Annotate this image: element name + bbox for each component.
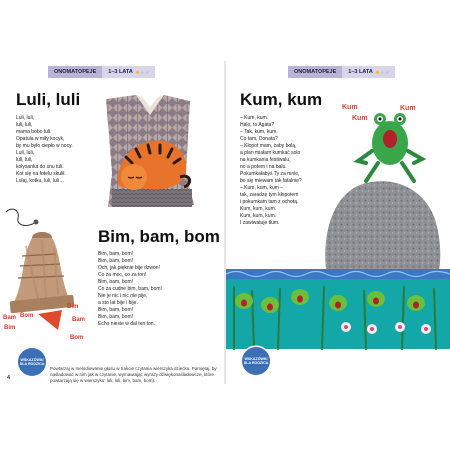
verse-line: a sto lat bije i bije. <box>98 300 138 306</box>
bell-word: Bim <box>67 304 79 310</box>
verse-line: by mu było ciepło w nocy. <box>16 143 73 149</box>
bell-word: Bim <box>4 325 16 331</box>
right-page <box>226 61 450 384</box>
verse-line: luli, luli, <box>16 157 33 163</box>
verse-line: Bim, bam, bom! <box>98 307 134 313</box>
bell-word: Bam <box>72 317 86 323</box>
difficulty-dot <box>146 71 149 74</box>
tiger-sweater-illustration <box>98 93 198 211</box>
verse-line: Pokumkałabyś Ty za mnie, <box>240 171 300 177</box>
verse-line: Och, jak pięknie bije dzwon! <box>98 265 160 271</box>
difficulty-dot <box>141 71 144 74</box>
verse-line: no a potem i na balu. <box>240 164 287 170</box>
verse-line: – Kum, kum. <box>240 115 269 121</box>
page-number: 4 <box>7 375 11 381</box>
frog-icon <box>358 113 422 181</box>
kum-word: Kum <box>400 105 416 112</box>
poem-verse-luli <box>16 115 73 185</box>
verse-line: Halo, to Agata? <box>240 122 275 128</box>
verse-line: Lulaj, kotku, luli, luli… <box>16 178 65 184</box>
verse-line: Kum, kum, kum. <box>240 213 277 219</box>
verse-line: Echo niesie w dal ten ton. <box>98 321 155 327</box>
verse-line: bo się miewam tak fatalnie? <box>240 178 302 184</box>
left-section-tag <box>48 66 155 78</box>
parent-tip-text: Kiedy będzie dziecko w wieku 2–3 lat poproszenie go wymyślić wszystkie wyrażenia jak ich typowe słowa dźwiękonaśladowcze, przeczytaj pierwsze czytanie wierszyka po ich brzmieniu, skoro wymyślone… Pobierze i zabawę naszą bez rozmów z tym, jak wymawiają różne onomatopeje. <box>276 353 428 377</box>
verse-line: tak, zaradzę tym kłopotem <box>240 192 299 198</box>
verse-line: – Kum, kum, kum – <box>240 185 284 191</box>
verse-line: Co za moc, co za ton! <box>98 272 147 278</box>
verse-line: Co za cudne bim, bam, bom! <box>98 286 162 292</box>
verse-line: Bim, bam, bom! <box>98 314 134 320</box>
difficulty-dots <box>136 71 149 74</box>
tag-label: ONOMATOPEJE <box>288 66 342 78</box>
left-page <box>0 61 224 384</box>
tag-age <box>102 66 155 78</box>
verse-line: Bim, bam, bom! <box>98 251 134 257</box>
tag-label: ONOMATOPEJE <box>48 66 102 78</box>
verse-line: I zawiwatuje tłum. <box>240 220 280 226</box>
tag-age-text: 1–3 LATA <box>108 69 133 75</box>
difficulty-dot <box>386 71 389 74</box>
page-number: 5 <box>438 375 442 381</box>
verse-line: na kumkania festiwalu, <box>240 157 291 163</box>
bell-word: Bam <box>3 315 17 321</box>
bell-word: Bom <box>20 313 34 319</box>
verse-line: luli, luli, <box>16 122 33 128</box>
verse-line: Bim, bam, bom! <box>98 279 134 285</box>
frog-pond-illustration <box>226 91 450 351</box>
poem-title-luli: Luli, luli <box>16 90 81 109</box>
tag-age-text: 1–3 LATA <box>348 69 373 75</box>
kum-word: Kum <box>342 104 358 111</box>
poem-verse-bim <box>98 251 162 328</box>
difficulty-dot <box>381 71 384 74</box>
verse-line: Nie je nic i nic nie pije, <box>98 293 148 299</box>
verse-line: – Tak, kum, kum. <box>240 129 278 135</box>
difficulty-dots <box>376 71 389 74</box>
poem-title-bim-bam-bom: Bim, bam, bom <box>98 227 220 246</box>
verse-line: i pokumkam tam z ochotą. <box>240 199 299 205</box>
verse-line: Co tam, Donata? <box>240 136 278 142</box>
verse-line: Bim, bam, bom! <box>98 258 134 264</box>
tag-age <box>342 66 395 78</box>
verse-line: mama bobo tuli. <box>16 129 52 135</box>
verse-line: Kot się na fotelu skulił. <box>16 171 66 177</box>
verse-line: Luli, luli, <box>16 115 35 121</box>
verse-line: Opatula w miły kocyk, <box>16 136 65 142</box>
right-section-tag <box>288 66 395 78</box>
verse-line: a plan miałam kumkać solo <box>240 150 301 156</box>
parent-tip-text: Powtarzaj w melodiowanie głosu w trakcie czytania wierszyka dziecku. Pamiętaj, by naśladować w nim jak w czytanie, wymawiając wyrazy dźwiękonaśladowcze, które powtarzają się w wierszyku: luli, luli, bim, bam, bom). <box>50 366 217 384</box>
kum-word: Kum <box>352 115 368 122</box>
verse-line: Luli, luli, <box>16 150 35 156</box>
poem-title-kum-kum: Kum, kum <box>240 90 323 109</box>
verse-line: kołysanka do snu tuli. <box>16 164 64 170</box>
verse-line: – Kłopot mam, żaby bolą, <box>240 143 297 149</box>
verse-line: Kum, kum, kum. <box>240 206 277 212</box>
difficulty-dot <box>376 71 379 74</box>
bell-word: Bom <box>70 335 84 341</box>
book-spread <box>0 61 450 384</box>
parent-tips-badge: WSKAZÓWKI DLA RODZICA <box>18 348 46 376</box>
parent-tips-badge: WSKAZÓWKI DLA RODZICA <box>242 347 270 375</box>
difficulty-dot <box>136 71 139 74</box>
